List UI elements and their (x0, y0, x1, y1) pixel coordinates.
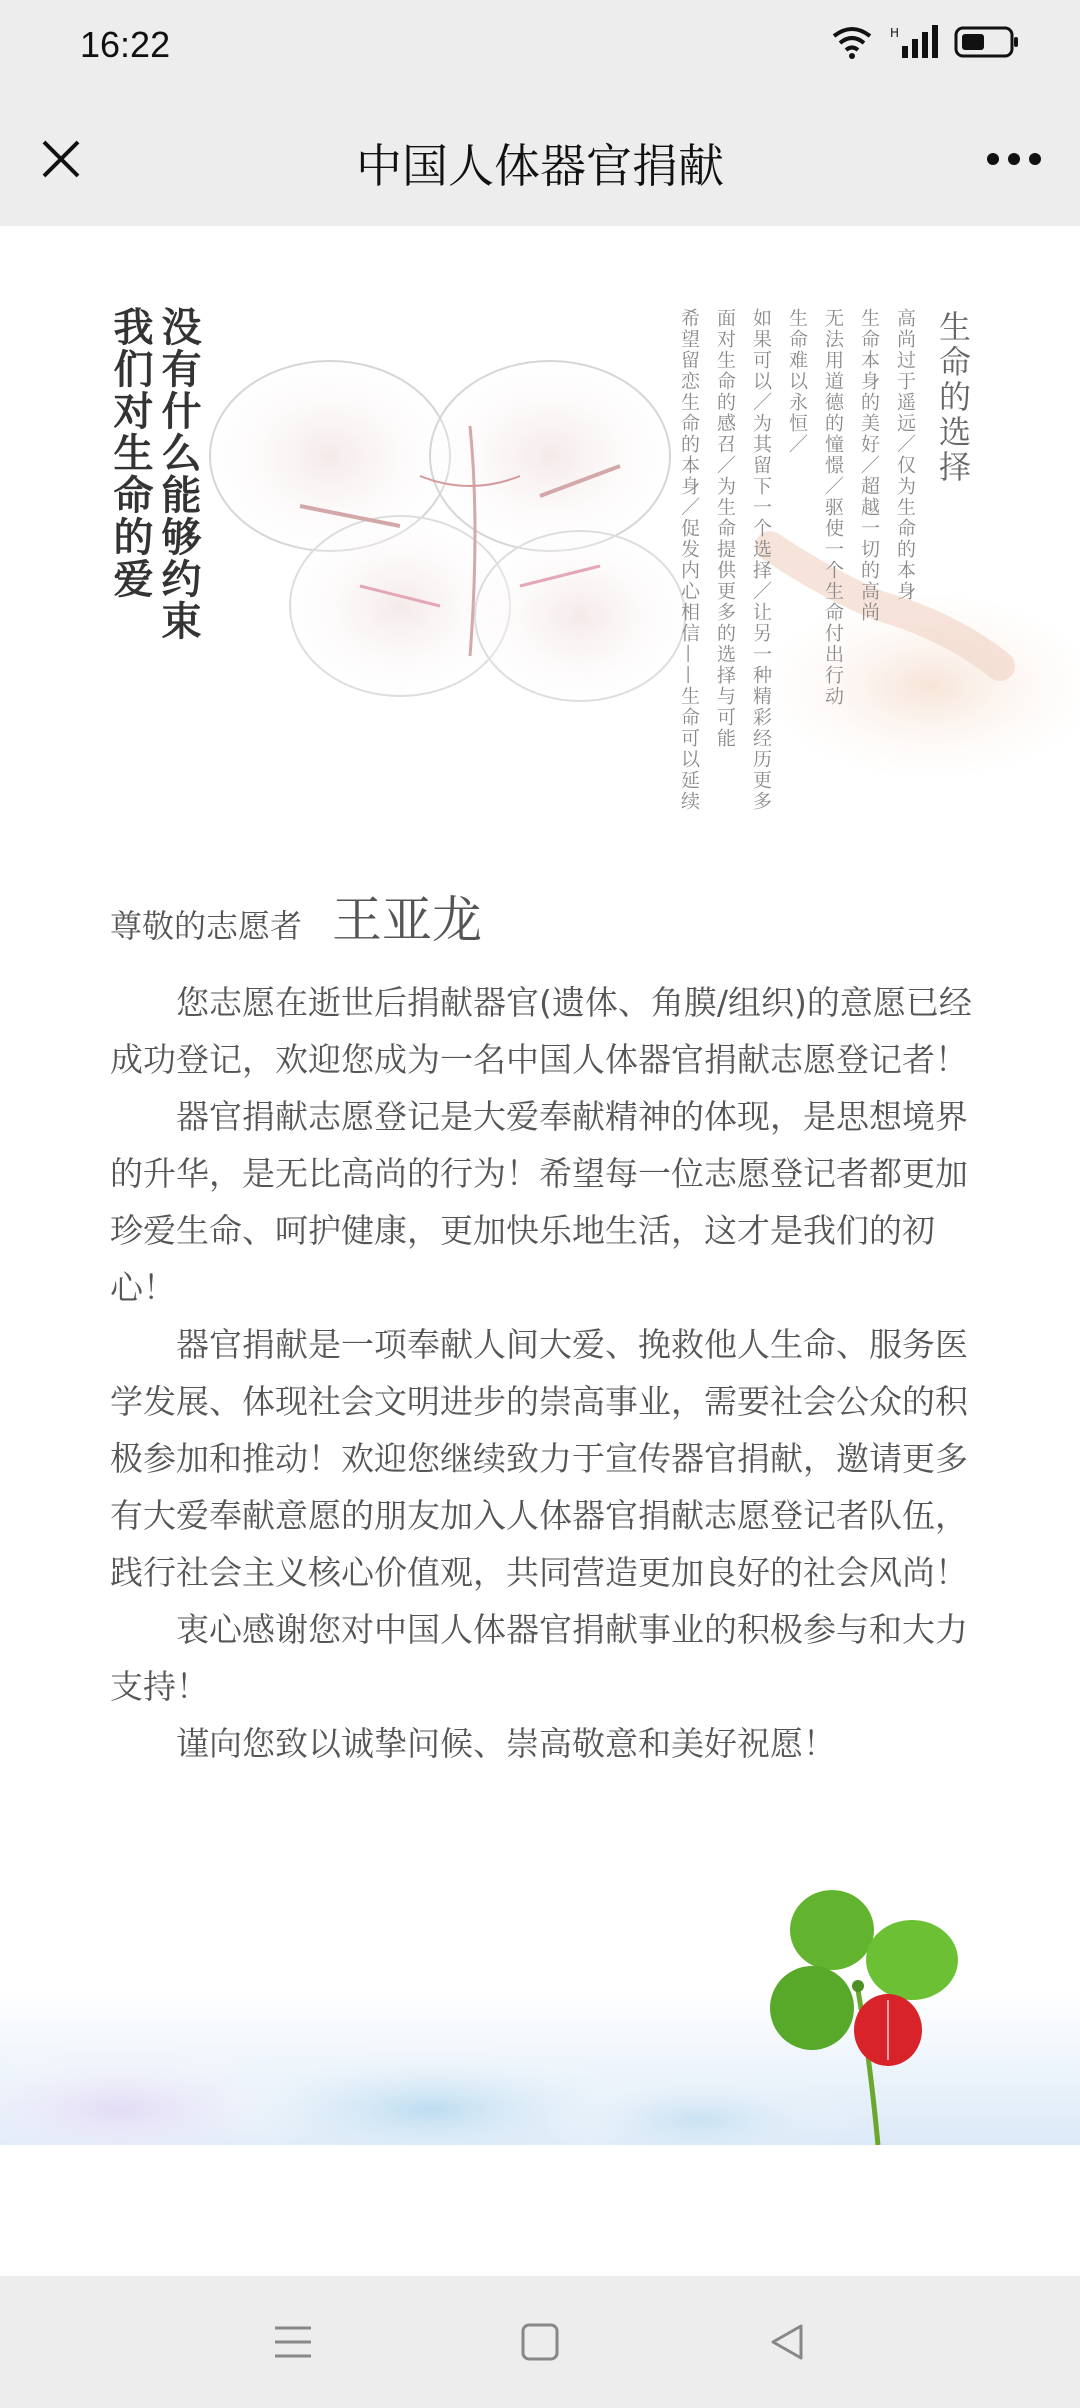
banner-headline-1: 没有什么能够约束 (155, 306, 202, 642)
menu-button[interactable] (253, 2302, 333, 2382)
letter-paragraph: 器官捐献是一项奉献人间大爱、挽救他人生命、服务医学发展、体现社会文明进步的崇高事业，需要社会公众的积极参加和推动！欢迎您继续致力于宣传器官捐献，邀请更多有大爱奉献意愿的朋友加入人体器官捐献志愿登记者队伍，践行社会主义核心价值观，共同营造更加良好的社会风尚！ (110, 1325, 968, 1592)
menu-icon (273, 2324, 313, 2360)
letter-paragraph: 器官捐献志愿登记是大爱奉献精神的体现，是思想境界的升华，是无比高尚的行为！希望每一位志愿登记者都更加珍爱生命、呵护健康，更加快乐地生活，这才是我们的初心！ (110, 1097, 968, 1307)
system-nav-bar (0, 2276, 1080, 2408)
banner (0, 226, 1080, 826)
banner-poem-line: 面对生命的感召／为生命提供更多的选择与可能 (714, 308, 736, 749)
greeting-prefix: 尊敬的志愿者 (110, 907, 303, 945)
banner-poem-line: 生命难以永恒／ (786, 308, 808, 455)
bottom-decoration (0, 1860, 1080, 2145)
greeting (110, 880, 482, 952)
banner-poem-line: 无法用道德的憧憬／驱使一个生命付出行动 (822, 308, 844, 707)
more-icon (986, 152, 1042, 166)
banner-poem-line: 生命本身的美好／超越一切的高尚 (858, 308, 880, 623)
battery-icon (954, 25, 1020, 59)
back-icon (767, 2322, 807, 2362)
letter-paragraph: 您志愿在逝世后捐献器官(遗体、角膜/组织)的意愿已经成功登记，欢迎您成为一名中国人体器官捐献志愿登记者！ (110, 983, 972, 1079)
banner-poem-line: 希望留恋生命的本身／促发内心相信——生命可以延续 (678, 308, 700, 812)
status-icons (830, 24, 1020, 60)
clover-illustration (0, 1860, 1080, 2145)
top-bar (0, 96, 1080, 226)
letter-paragraph: 衷心感谢您对中国人体器官捐献事业的积极参与和大力支持！ (110, 1610, 968, 1706)
banner-headline-2: 我们对生命的爱 (107, 306, 154, 600)
home-button[interactable] (500, 2302, 580, 2382)
svg-text:H: H (890, 26, 900, 40)
letter-body (110, 974, 980, 1772)
back-button[interactable] (747, 2302, 827, 2382)
banner-poem-line: 如果可以／为其留下一个选择／让另一种精彩经历更多 (750, 308, 772, 812)
more-button[interactable] (974, 124, 1054, 194)
wifi-icon (830, 24, 874, 60)
signal-icon (890, 24, 938, 60)
volunteer-name: 王亚龙 (332, 891, 483, 949)
banner-title: 生命的选择 (934, 310, 972, 485)
status-bar (0, 0, 1080, 96)
home-icon (520, 2322, 560, 2362)
status-time: 16:22 (80, 24, 171, 65)
page-title: 中国人体器官捐献 (356, 139, 724, 193)
letter-paragraph: 谨向您致以诚挚问候、崇高敬意和美好祝愿！ (176, 1724, 836, 1763)
banner-poem-line: 高尚过于遥远／仅为生命的本身 (894, 308, 916, 602)
